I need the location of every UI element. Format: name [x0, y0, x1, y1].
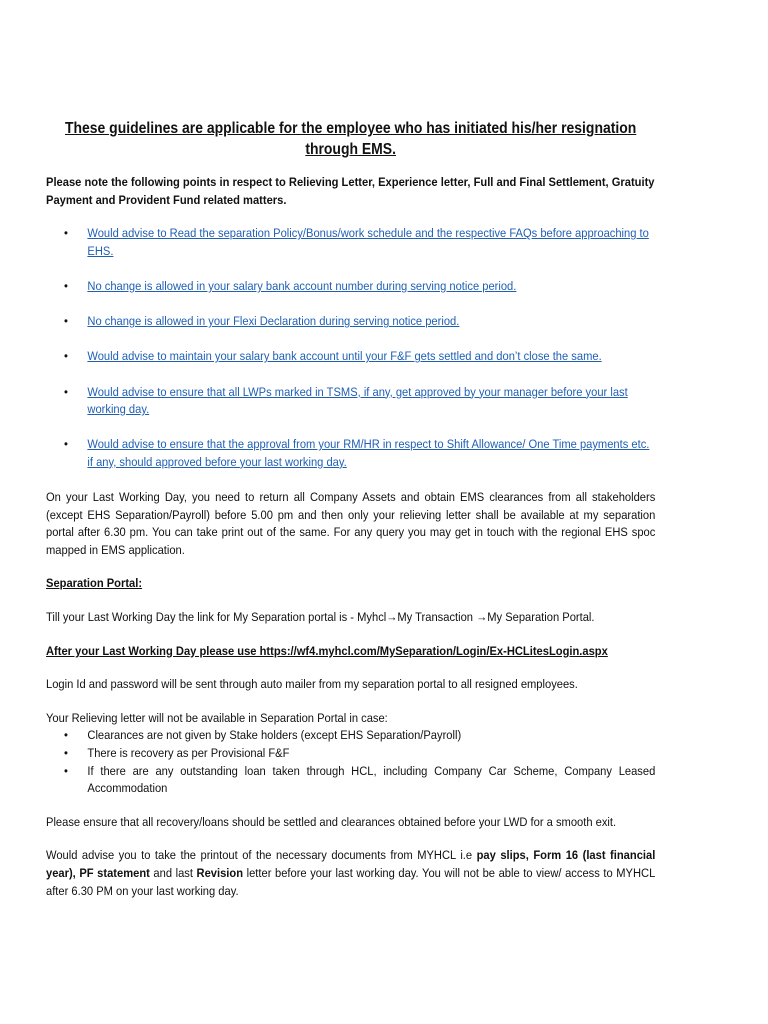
page-title: These guidelines are applicable for the employee who has initiated his/her resignation through EMS.: [64, 120, 637, 158]
bullet-icon: •: [64, 278, 68, 293]
case-text: Clearances are not given by Stake holders (except EHS Separation/Payroll): [87, 728, 462, 743]
bullet-icon: •: [64, 349, 68, 364]
last-working-day-paragraph: On your Last Working Day, you need to return all Company Assets and obtain EMS clearances from all stakeholders (except EHS Separation/Payroll) before 5.00 pm and then only your relieving letter shall be available at my separation portal after 6.30 pm. You can take print out of the same. For any query you may get in touch with the regional EHS spoc mapped in EMS application.: [46, 490, 656, 557]
advisory-link-salary-account[interactable]: Would advise to maintain your salary bank account until your F&F gets settled and don’t close the same.: [87, 349, 602, 364]
list-item: [46, 763, 655, 798]
printout-text: Would advise you to take the printout of the necessary documents from MYHCL i.e: [46, 848, 477, 863]
separation-portal-heading: Separation Portal:: [46, 576, 143, 591]
not-available-intro: Your Relieving letter will not be available in Separation Portal in case:: [46, 710, 388, 725]
printout-revision: Revision: [196, 866, 244, 880]
advisory-link-lwp[interactable]: Would advise to ensure that all LWPs marked in TSMS, if any, get approved by your manager before your last working day.: [87, 384, 628, 417]
list-item: [46, 745, 655, 763]
document-body: [46, 118, 655, 900]
list-item: [46, 727, 655, 745]
advisory-link-bank-account[interactable]: No change is allowed in your salary bank account number during serving notice period.: [87, 278, 517, 293]
list-item: [46, 278, 655, 296]
not-available-list: [46, 727, 655, 797]
printout-documents: pay slips, Form 16 (last financial year), PF statement: [46, 848, 656, 880]
list-item: [46, 384, 655, 419]
bullet-icon: •: [64, 437, 68, 452]
list-item: [46, 225, 655, 260]
list-item: [46, 348, 655, 366]
printout-text: and last: [149, 866, 197, 880]
portal-path-text: Till your Last Working Day the link for My Separation portal is - Myhcl→My Transaction →My Separation Portal.: [46, 610, 595, 625]
ensure-settlement-text: Please ensure that all recovery/loans should be settled and clearances obtained before your LWD for a smooth exit.: [46, 814, 617, 829]
printout-text: letter before your last working day. You will not be able to view/ access to MYHCL after 6.30 PM on your last working day.: [46, 866, 656, 898]
list-item: [46, 436, 655, 471]
bullet-icon: •: [64, 746, 68, 761]
case-text: If there are any outstanding loan taken through HCL, including Company Car Scheme, Company Leased Accommodation: [87, 763, 656, 796]
intro-paragraph: Please note the following points in respect to Relieving Letter, Experience letter, Full and Final Settlement, Gratuity Payment and Provident Fund related matters.: [46, 175, 655, 207]
printout-paragraph: [46, 847, 655, 900]
bullet-icon: •: [64, 384, 68, 399]
login-info-text: Login Id and password will be sent through auto mailer from my separation portal to all resigned employees.: [46, 677, 578, 692]
bullet-icon: •: [64, 314, 68, 329]
list-item: [46, 313, 655, 331]
bullet-icon: •: [64, 226, 68, 241]
advisory-link-policy[interactable]: Would advise to Read the separation Policy/Bonus/work schedule and the respective FAQs before approaching to EHS.: [87, 226, 649, 258]
bullet-icon: •: [64, 728, 68, 743]
after-lwd-link-text[interactable]: After your Last Working Day please use https://wf4.myhcl.com/MySeparation/Login/Ex-HCLitesLogin.aspx: [46, 643, 608, 658]
advisory-link-allowance[interactable]: Would advise to ensure that the approval from your RM/HR in respect to Shift Allowance/ One Time payments etc. if any, should approved before your last working day.: [87, 437, 650, 469]
advisory-link-flexi[interactable]: No change is allowed in your Flexi Declaration during serving notice period.: [87, 314, 460, 329]
bullet-icon: •: [64, 763, 68, 778]
case-text: There is recovery as per Provisional F&F: [87, 746, 290, 761]
advisory-list: [46, 225, 655, 471]
